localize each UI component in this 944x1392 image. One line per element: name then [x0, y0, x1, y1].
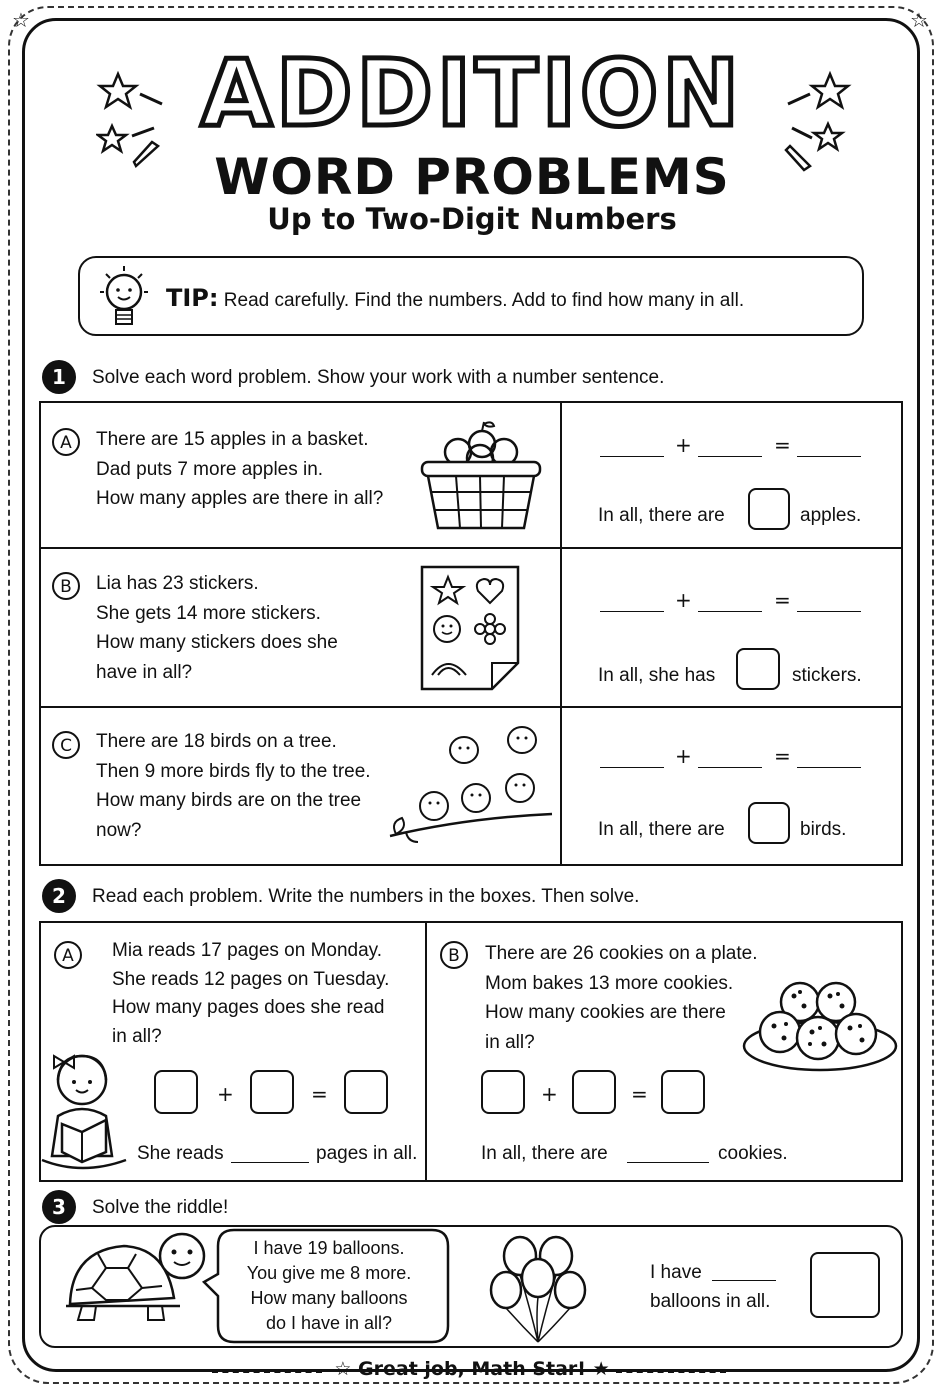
plus-sign: +	[675, 588, 692, 612]
number-box[interactable]	[154, 1070, 198, 1114]
turtle-icon	[62, 1228, 208, 1324]
answer-blank[interactable]	[797, 611, 861, 612]
problem-line: Then 9 more birds fly to the tree.	[96, 760, 371, 782]
problem-line: Mia reads 17 pages on Monday.	[112, 940, 383, 961]
problem-line: How many birds are on the tree	[96, 790, 362, 811]
equals-sign: =	[311, 1082, 328, 1106]
problem-line: There are 26 cookies on a plate.	[485, 943, 758, 964]
answer-suffix: birds.	[800, 819, 847, 840]
corner-star-icon: ☆	[910, 8, 928, 32]
equals-sign: =	[631, 1082, 648, 1106]
apple-basket-icon	[418, 416, 544, 534]
problem-letter: A	[52, 428, 80, 456]
divider	[39, 706, 903, 708]
plus-sign: +	[675, 744, 692, 768]
problem-line: She reads 12 pages on Tuesday.	[112, 968, 390, 990]
plus-sign: +	[541, 1082, 558, 1106]
problem-line: in all?	[485, 1031, 535, 1053]
plus-sign: +	[217, 1082, 234, 1106]
answer-prefix: She reads	[137, 1143, 224, 1164]
problem-line: She gets 14 more stickers.	[96, 602, 321, 624]
section1-instruction: Solve each word problem. Show your work with a number sentence.	[92, 367, 665, 388]
answer-prefix: In all, there are	[598, 505, 725, 526]
tip-body: Read carefully. Find the numbers. Add to find how many in all.	[223, 290, 745, 311]
problem-letter: C	[52, 731, 80, 759]
title-word-problems: WORD PROBLEMS	[214, 148, 730, 206]
riddle-line: I have 19 balloons.	[253, 1238, 405, 1258]
answer-box[interactable]	[748, 488, 790, 530]
answer-blank[interactable]	[600, 456, 664, 457]
answer-prefix: In all, there are	[598, 819, 725, 840]
equals-sign: =	[774, 744, 791, 768]
problem-letter: B	[52, 572, 80, 600]
divider	[425, 921, 427, 1182]
answer-suffix: pages in all.	[316, 1143, 418, 1164]
answer-prefix: In all, there are	[481, 1143, 608, 1164]
equals-sign: =	[774, 433, 791, 457]
answer-prefix: In all, she has	[598, 665, 716, 686]
tip-label: TIP:	[166, 284, 219, 312]
problem-line: now?	[96, 819, 142, 841]
number-box[interactable]	[344, 1070, 388, 1114]
equals-sign: =	[774, 588, 791, 612]
balloons-icon	[488, 1234, 590, 1346]
section-number: 2	[42, 879, 76, 913]
birds-on-branch-icon	[386, 718, 556, 850]
riddle-line: do I have in all?	[265, 1313, 393, 1333]
problem-line: have in all?	[96, 661, 193, 683]
answer-suffix: cookies.	[718, 1143, 788, 1164]
cookie-plate-icon	[740, 980, 900, 1078]
section-number: 3	[42, 1190, 76, 1224]
answer-blank[interactable]	[797, 456, 861, 457]
number-box[interactable]	[661, 1070, 705, 1114]
answer-box[interactable]	[810, 1252, 880, 1318]
problem-letter: A	[54, 941, 82, 969]
riddle-line: How many balloons	[250, 1288, 408, 1308]
problem-line: Dad puts 7 more apples in.	[96, 458, 324, 480]
answer-blank[interactable]	[231, 1162, 309, 1163]
problem-line: There are 15 apples in a basket.	[96, 429, 369, 450]
riddle-line: You give me 8 more.	[246, 1263, 412, 1283]
problem-line: Lia has 23 stickers.	[96, 573, 259, 594]
answer-blank[interactable]	[698, 767, 762, 768]
answer-blank[interactable]	[627, 1162, 709, 1163]
number-box[interactable]	[250, 1070, 294, 1114]
title-addition: ADDITION	[200, 40, 744, 147]
answer-suffix: apples.	[800, 505, 862, 526]
plus-sign: +	[675, 433, 692, 457]
answer-box[interactable]	[736, 648, 780, 690]
answer-blank[interactable]	[600, 767, 664, 768]
tip-text	[166, 284, 744, 312]
answer-blank[interactable]	[712, 1280, 776, 1281]
problem-line: in all?	[112, 1025, 162, 1047]
footer	[0, 1358, 944, 1380]
divider	[560, 401, 562, 866]
answer-blank[interactable]	[698, 611, 762, 612]
lightbulb-icon	[92, 260, 156, 336]
problem-line: How many apples are there in all?	[96, 488, 384, 509]
section-number: 1	[42, 360, 76, 394]
riddle-answer-line1: I have	[650, 1262, 702, 1283]
problem-line: How many cookies are there	[485, 1002, 726, 1023]
section2-instruction: Read each problem. Write the numbers in the boxes. Then solve.	[92, 886, 640, 907]
star-icon: ★	[592, 1358, 610, 1380]
problem-line: How many pages does she read	[112, 997, 385, 1018]
subtitle: Up to Two-Digit Numbers	[267, 202, 677, 236]
star-icon: ☆	[334, 1358, 352, 1380]
corner-star-icon: ☆	[12, 8, 30, 32]
divider	[39, 547, 903, 549]
section3-instruction: Solve the riddle!	[92, 1197, 229, 1218]
sticker-sheet-icon	[418, 563, 522, 693]
problem-line: Mom bakes 13 more cookies.	[485, 972, 734, 994]
riddle-answer-line2: balloons in all.	[650, 1291, 771, 1312]
footer-text: Great job, Math Star!	[358, 1358, 586, 1380]
problem-line: How many stickers does she	[96, 632, 338, 653]
number-box[interactable]	[572, 1070, 616, 1114]
number-box[interactable]	[481, 1070, 525, 1114]
problem-line: There are 18 birds on a tree.	[96, 731, 337, 752]
answer-suffix: stickers.	[792, 665, 862, 686]
girl-reading-icon	[36, 1046, 132, 1176]
answer-blank[interactable]	[797, 767, 861, 768]
answer-blank[interactable]	[698, 456, 762, 457]
answer-box[interactable]	[748, 802, 790, 844]
answer-blank[interactable]	[600, 611, 664, 612]
problem-letter: B	[440, 941, 468, 969]
